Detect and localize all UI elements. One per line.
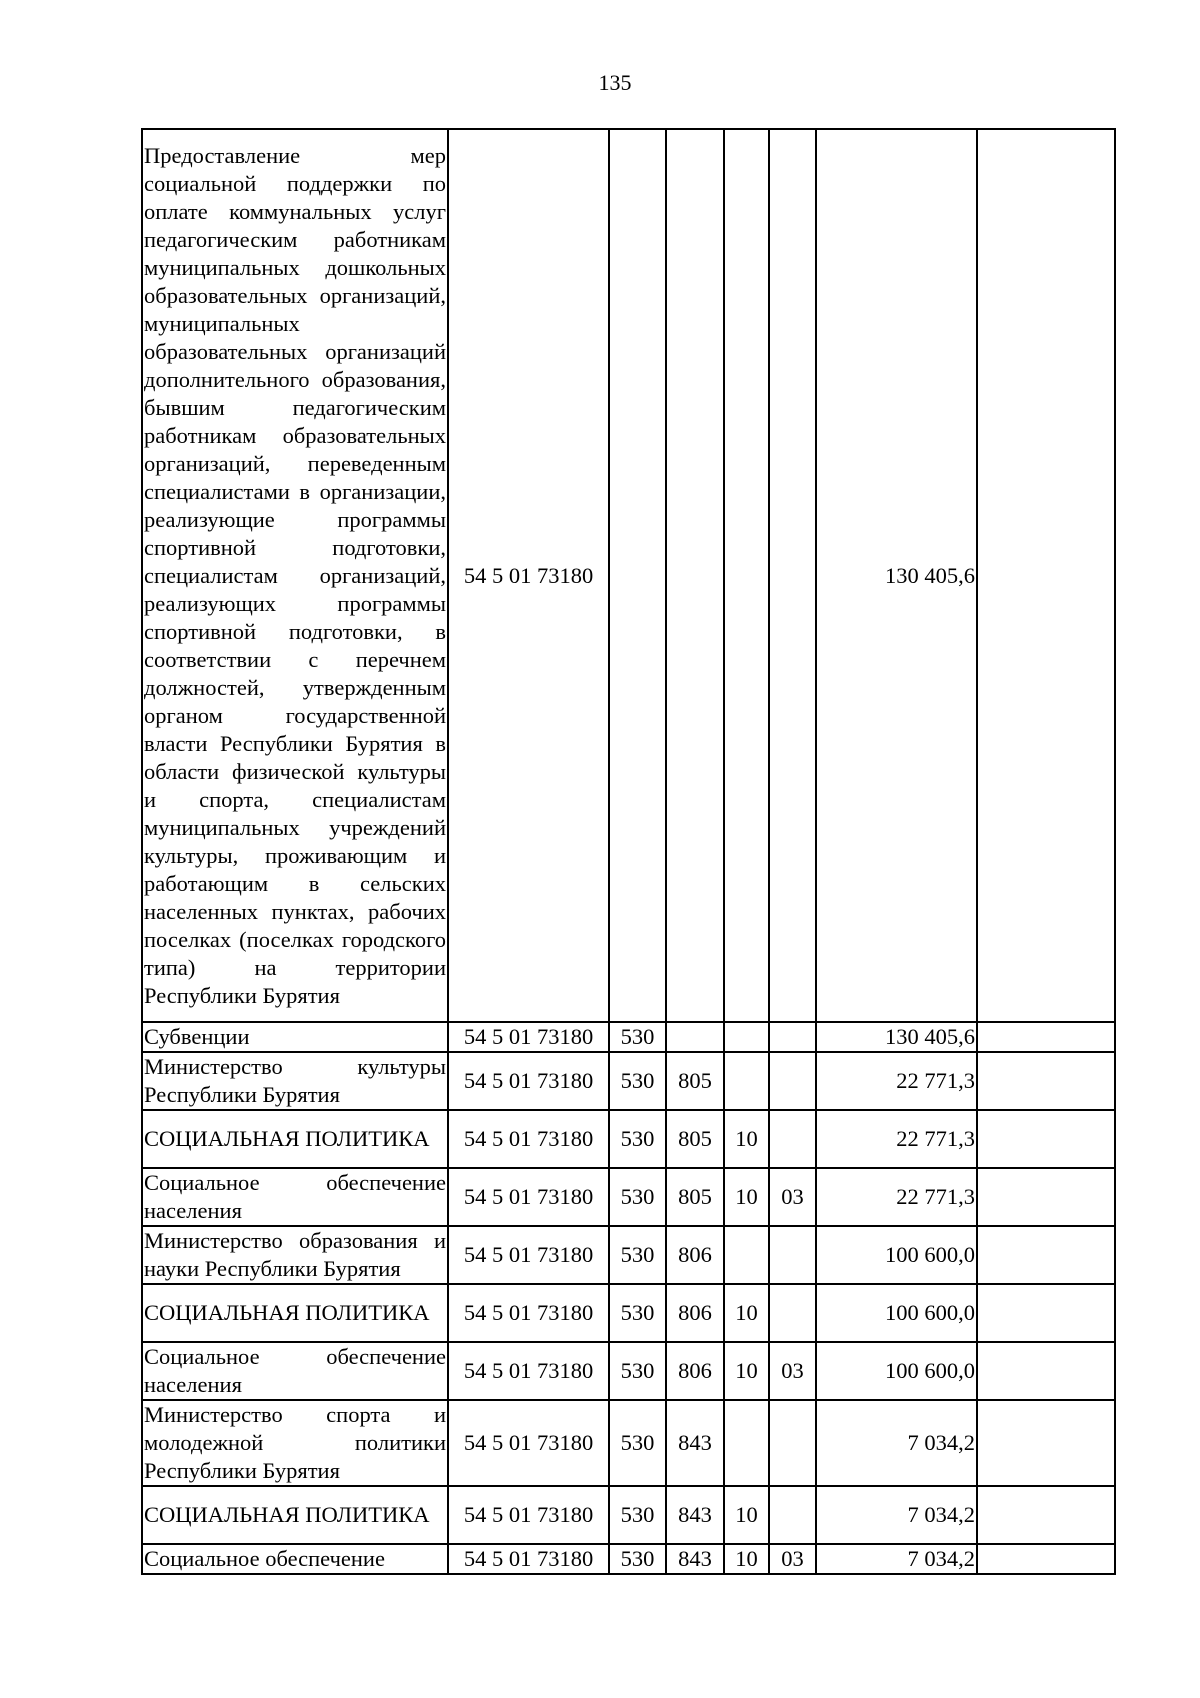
table-row [142, 1400, 1115, 1486]
row-name: Министерство образования и науки Республики Бурятия [142, 1226, 448, 1284]
row-extra-cell [977, 129, 1115, 1022]
row-section: 10 [724, 1342, 769, 1400]
row-subsection: 03 [769, 1544, 816, 1574]
row-subsection [769, 1486, 816, 1544]
row-target-article: 54 5 01 73180 [448, 1168, 609, 1226]
row-extra-cell [977, 1544, 1115, 1574]
row-subsection: 03 [769, 1342, 816, 1400]
table-row [142, 129, 1115, 1022]
row-target-article: 54 5 01 73180 [448, 1052, 609, 1110]
row-administrator: 805 [666, 1110, 724, 1168]
table-row [142, 1052, 1115, 1110]
row-name: Социальное обеспечение [142, 1544, 448, 1574]
row-target-article: 54 5 01 73180 [448, 1342, 609, 1400]
row-subsection [769, 1226, 816, 1284]
row-subsection [769, 1052, 816, 1110]
row-amount: 7 034,2 [816, 1544, 977, 1574]
row-section [724, 1052, 769, 1110]
row-section: 10 [724, 1544, 769, 1574]
row-section [724, 1226, 769, 1284]
row-amount: 7 034,2 [816, 1486, 977, 1544]
row-section [724, 1400, 769, 1486]
row-amount: 100 600,0 [816, 1226, 977, 1284]
row-subsection [769, 1110, 816, 1168]
row-extra-cell [977, 1052, 1115, 1110]
row-amount: 130 405,6 [816, 129, 977, 1022]
row-section: 10 [724, 1168, 769, 1226]
row-name: Социальное обеспечение населения [142, 1168, 448, 1226]
row-administrator: 806 [666, 1226, 724, 1284]
table-row [142, 1486, 1115, 1544]
row-target-article: 54 5 01 73180 [448, 129, 609, 1022]
row-section [724, 129, 769, 1022]
row-name: Субвенции [142, 1022, 448, 1052]
budget-table [141, 128, 1116, 1575]
row-expense-type: 530 [609, 1110, 666, 1168]
table-row [142, 1168, 1115, 1226]
row-amount: 7 034,2 [816, 1400, 977, 1486]
row-section: 10 [724, 1110, 769, 1168]
row-subsection: 03 [769, 1168, 816, 1226]
table-row [142, 1226, 1115, 1284]
row-name: Министерство культуры Республики Бурятия [142, 1052, 448, 1110]
row-expense-type: 530 [609, 1284, 666, 1342]
row-name: СОЦИАЛЬНАЯ ПОЛИТИКА [142, 1284, 448, 1342]
row-extra-cell [977, 1342, 1115, 1400]
row-administrator: 806 [666, 1284, 724, 1342]
row-target-article: 54 5 01 73180 [448, 1110, 609, 1168]
row-extra-cell [977, 1486, 1115, 1544]
row-expense-type [609, 129, 666, 1022]
row-target-article: 54 5 01 73180 [448, 1284, 609, 1342]
row-amount: 22 771,3 [816, 1052, 977, 1110]
row-administrator [666, 1022, 724, 1052]
row-expense-type: 530 [609, 1400, 666, 1486]
row-expense-type: 530 [609, 1486, 666, 1544]
row-administrator: 843 [666, 1486, 724, 1544]
row-target-article: 54 5 01 73180 [448, 1226, 609, 1284]
row-administrator: 805 [666, 1052, 724, 1110]
row-section [724, 1022, 769, 1052]
row-name: Социальное обеспечение населения [142, 1342, 448, 1400]
row-target-article: 54 5 01 73180 [448, 1400, 609, 1486]
row-administrator: 843 [666, 1544, 724, 1574]
row-name: Предоставление мер социальной поддержки по оплате коммунальных услуг педагогическим работникам муниципальных дошкольных образовательных организаций, муниципальных образовательных организаций дополнительного образования, бывшим педагогическим работникам образовательных организаций, переведенным специалистами в организации, реализующие программы спортивной подготовки, специалистам организаций, реализующих программы спортивной подготовки, в соответствии с перечнем должностей, утвержденным органом государственной власти Республики Бурятия в области физической культуры и спорта, специалистам муниципальных учреждений культуры, проживающим и работающим в сельских населенных пунктах, рабочих поселках (поселках городского типа) на территории Республики Бурятия [142, 129, 448, 1022]
row-amount: 22 771,3 [816, 1168, 977, 1226]
row-name: Министерство спорта и молодежной политики Республики Бурятия [142, 1400, 448, 1486]
row-subsection [769, 1022, 816, 1052]
row-administrator: 843 [666, 1400, 724, 1486]
row-expense-type: 530 [609, 1168, 666, 1226]
row-expense-type: 530 [609, 1342, 666, 1400]
row-extra-cell [977, 1110, 1115, 1168]
row-administrator: 805 [666, 1168, 724, 1226]
row-extra-cell [977, 1284, 1115, 1342]
row-subsection [769, 1400, 816, 1486]
row-target-article: 54 5 01 73180 [448, 1486, 609, 1544]
table-row [142, 1284, 1115, 1342]
table-row [142, 1342, 1115, 1400]
row-extra-cell [977, 1168, 1115, 1226]
row-extra-cell [977, 1022, 1115, 1052]
row-administrator: 806 [666, 1342, 724, 1400]
row-name: СОЦИАЛЬНАЯ ПОЛИТИКА [142, 1486, 448, 1544]
table-row [142, 1022, 1115, 1052]
page-number: 135 [598, 70, 632, 95]
row-extra-cell [977, 1226, 1115, 1284]
table-row [142, 1544, 1115, 1574]
row-expense-type: 530 [609, 1022, 666, 1052]
row-target-article: 54 5 01 73180 [448, 1022, 609, 1052]
row-extra-cell [977, 1400, 1115, 1486]
row-section: 10 [724, 1284, 769, 1342]
row-name: СОЦИАЛЬНАЯ ПОЛИТИКА [142, 1110, 448, 1168]
row-expense-type: 530 [609, 1544, 666, 1574]
row-section: 10 [724, 1486, 769, 1544]
row-expense-type: 530 [609, 1052, 666, 1110]
row-amount: 130 405,6 [816, 1022, 977, 1052]
row-administrator [666, 129, 724, 1022]
row-subsection [769, 129, 816, 1022]
row-target-article: 54 5 01 73180 [448, 1544, 609, 1574]
row-subsection [769, 1284, 816, 1342]
row-expense-type: 530 [609, 1226, 666, 1284]
row-amount: 22 771,3 [816, 1110, 977, 1168]
row-amount: 100 600,0 [816, 1284, 977, 1342]
row-amount: 100 600,0 [816, 1342, 977, 1400]
table-row [142, 1110, 1115, 1168]
